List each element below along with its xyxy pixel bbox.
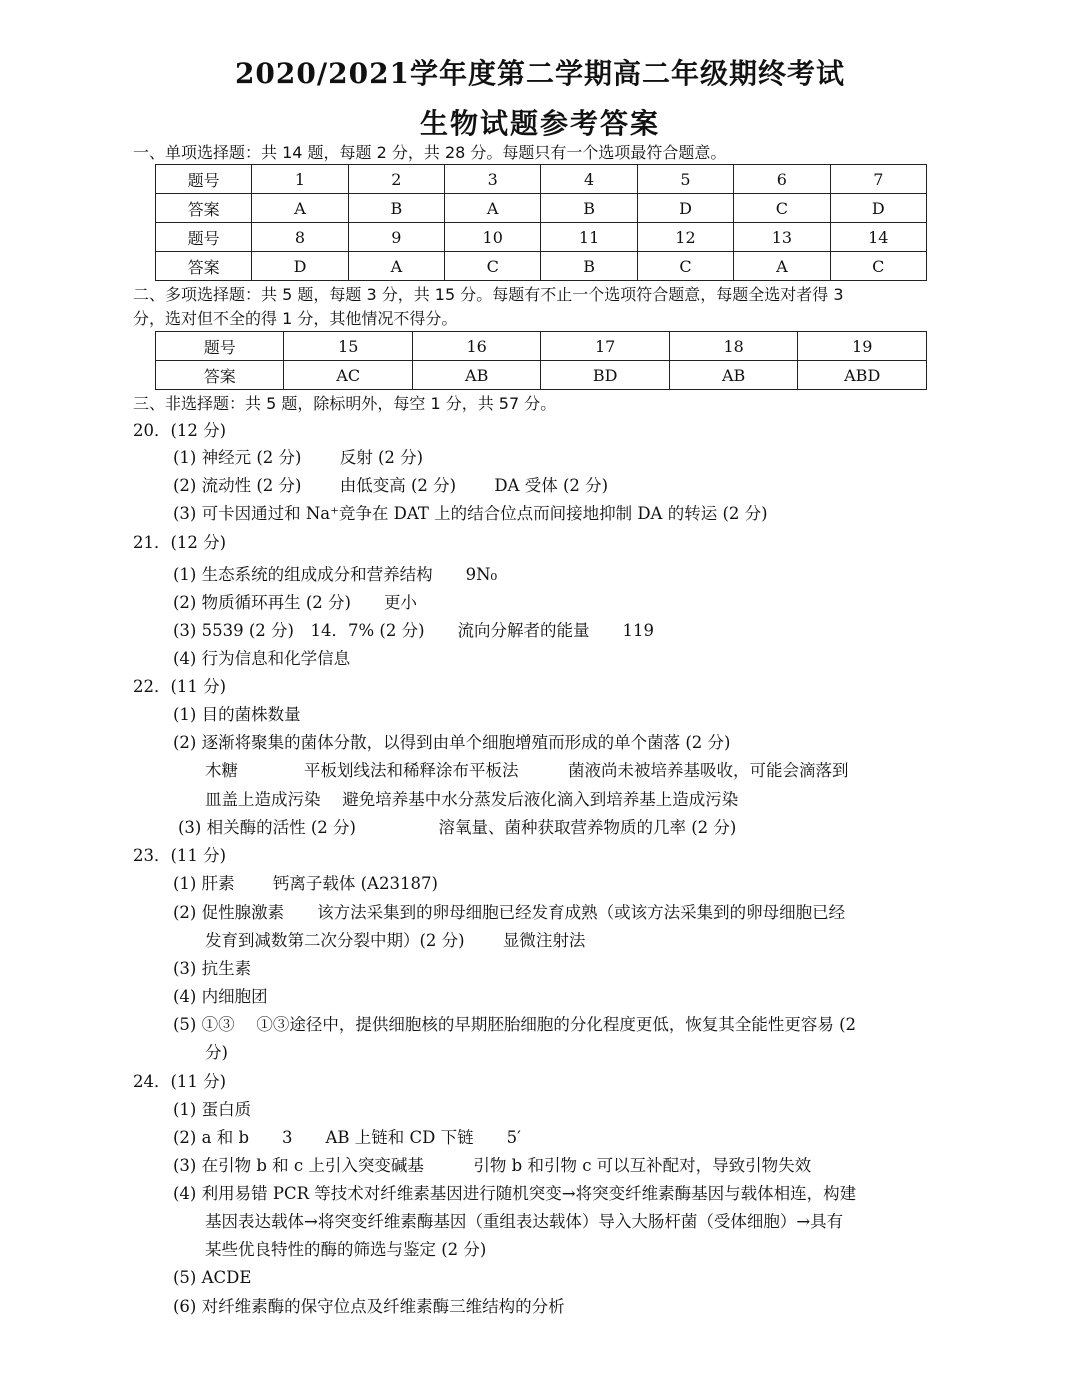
- table-row: [156, 332, 927, 361]
- answer-line: (4) 利用易错 PCR 等技术对纤维素基因进行随机突变→将突变纤维素酶基因与载体相连，构建: [173, 1184, 857, 1203]
- cell: C: [830, 252, 926, 281]
- cell: A: [252, 194, 348, 223]
- answer-line: 发育到减数第二次分裂中期）(2 分) 显微注射法: [205, 931, 586, 950]
- cell: 10: [445, 223, 541, 252]
- exam-title: 2020/2021学年度第二学期高二年级期终考试: [234, 57, 846, 90]
- answer-line: (2) 流动性 (2 分) 由低变高 (2 分) DA 受体 (2 分): [173, 476, 609, 495]
- table-row: [156, 194, 927, 223]
- cell: 4: [541, 165, 637, 194]
- row-label: 答案: [156, 252, 252, 281]
- cell: 14: [830, 223, 926, 252]
- single-choice-answer-table: [155, 164, 927, 281]
- answer-line: (6) 对纤维素酶的保守位点及纤维素酶三维结构的分析: [173, 1297, 565, 1316]
- answer-line: 分): [205, 1043, 228, 1062]
- cell: 13: [734, 223, 830, 252]
- row-label: 答案: [156, 361, 284, 390]
- row-label: 题号: [156, 165, 252, 194]
- answer-line: (2) 逐渐将聚集的菌体分散，以得到由单个细胞增殖而形成的单个菌落 (2 分): [173, 733, 731, 752]
- cell: 9: [348, 223, 444, 252]
- cell: A: [348, 252, 444, 281]
- answer-line: 某些优良特性的酶的筛选与鉴定 (2 分): [205, 1240, 487, 1259]
- answer-line: (1) 蛋白质: [173, 1100, 252, 1119]
- cell: D: [252, 252, 348, 281]
- table-row: [156, 361, 927, 390]
- answer-line: (3) 在引物 b 和 c 上引入突变碱基 引物 b 和引物 c 可以互补配对，导致引物失效: [173, 1156, 812, 1175]
- cell: BD: [541, 361, 670, 390]
- cell: AC: [284, 361, 412, 390]
- answer-line: (2) 促性腺激素 该方法采集到的卵母细胞已经发育成熟（或该方法采集到的卵母细胞已经: [173, 903, 846, 922]
- question-20-header: 20．(12 分): [133, 421, 227, 440]
- section2-heading-line2: 分，选对但不全的得 1 分，其他情况不得分。: [133, 309, 458, 328]
- cell: 6: [734, 165, 830, 194]
- cell: D: [637, 194, 733, 223]
- answer-line: (1) 神经元 (2 分) 反射 (2 分): [173, 448, 424, 467]
- table-row: [156, 165, 927, 194]
- cell: 19: [798, 332, 927, 361]
- cell: 18: [669, 332, 797, 361]
- section2-heading-line1: 二、多项选择题：共 5 题，每题 3 分，共 15 分。每题有不止一个选项符合题意，每题全选对者得 3: [133, 285, 844, 304]
- multi-choice-answer-table: [155, 331, 927, 390]
- answer-line: (4) 行为信息和化学信息: [173, 649, 351, 668]
- row-label: 题号: [156, 332, 284, 361]
- question-22-header: 22．(11 分): [133, 677, 227, 696]
- answer-line: (2) 物质循环再生 (2 分) 更小: [173, 593, 417, 612]
- section1-heading: 一、单项选择题：共 14 题，每题 2 分，共 28 分。每题只有一个选项最符合题意。: [133, 143, 727, 162]
- cell: A: [734, 252, 830, 281]
- answer-line: (3) 抗生素: [173, 959, 252, 978]
- answer-line: (1) 肝素 钙离子载体 (A23187): [173, 874, 438, 893]
- cell: 16: [412, 332, 540, 361]
- answer-key-subtitle: 生物试题参考答案: [419, 107, 660, 140]
- cell: 11: [541, 223, 637, 252]
- cell: 8: [252, 223, 348, 252]
- cell: C: [734, 194, 830, 223]
- answer-line: (3) 相关酶的活性 (2 分) 溶氧量、菌种获取营养物质的几率 (2 分): [178, 818, 737, 837]
- cell: 1: [252, 165, 348, 194]
- cell: ABD: [798, 361, 927, 390]
- answer-line: (1) 目的菌株数量: [173, 705, 301, 724]
- answer-line: 木糖 平板划线法和稀释涂布平板法 菌液尚未被培养基吸收，可能会滴落到: [205, 761, 849, 780]
- cell: A: [445, 194, 541, 223]
- question-24-header: 24．(11 分): [133, 1072, 227, 1091]
- answer-line: (3) 可卡因通过和 Na⁺竞争在 DAT 上的结合位点而间接地抑制 DA 的转运 (2 分): [173, 504, 768, 523]
- cell: D: [830, 194, 926, 223]
- cell: B: [541, 252, 637, 281]
- cell: 15: [284, 332, 412, 361]
- answer-line: (4) 内细胞团: [173, 987, 268, 1006]
- section3-heading: 三、非选择题：共 5 题，除标明外，每空 1 分，共 57 分。: [133, 394, 557, 413]
- cell: 12: [637, 223, 733, 252]
- cell: C: [445, 252, 541, 281]
- table-row: [156, 223, 927, 252]
- answer-line: (5) ①③ ①③途径中，提供细胞核的早期胚胎细胞的分化程度更低，恢复其全能性更容易 (2: [173, 1015, 857, 1034]
- cell: AB: [669, 361, 797, 390]
- answer-line: 基因表达载体→将突变纤维素酶基因（重组表达载体）导入大肠杆菌（受体细胞）→具有: [205, 1212, 844, 1231]
- cell: B: [348, 194, 444, 223]
- question-21-header: 21．(12 分): [133, 533, 227, 552]
- cell: 17: [541, 332, 670, 361]
- cell: 7: [830, 165, 926, 194]
- cell: B: [541, 194, 637, 223]
- row-label: 答案: [156, 194, 252, 223]
- cell: 2: [348, 165, 444, 194]
- cell: C: [637, 252, 733, 281]
- cell: 5: [637, 165, 733, 194]
- answer-line: (2) a 和 b 3 AB 上链和 CD 下链 5′: [173, 1128, 521, 1147]
- table-row: [156, 252, 927, 281]
- cell: 3: [445, 165, 541, 194]
- question-23-header: 23．(11 分): [133, 846, 227, 865]
- answer-line: (3) 5539 (2 分) 14．7% (2 分) 流向分解者的能量 119: [173, 621, 654, 640]
- answer-line: (5) ACDE: [173, 1268, 252, 1287]
- row-label: 题号: [156, 223, 252, 252]
- answer-line: 皿盖上造成污染 避免培养基中水分蒸发后液化滴入到培养基上造成污染: [205, 790, 739, 809]
- cell: AB: [412, 361, 540, 390]
- answer-line: (1) 生态系统的组成成分和营养结构 9N₀: [173, 565, 498, 584]
